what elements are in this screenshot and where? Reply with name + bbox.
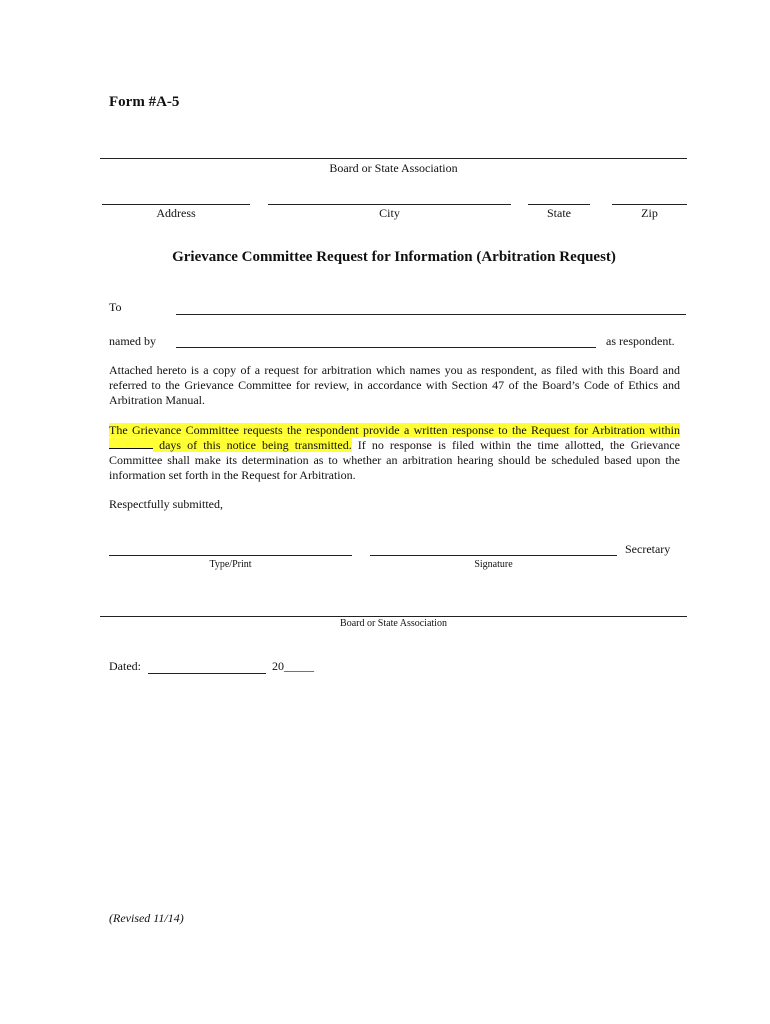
zip-line[interactable] — [612, 204, 687, 205]
days-blank-field[interactable] — [109, 438, 153, 449]
highlight-text-1: The Grievance Committee requests the respondent provide a written response to the Request for Arbitration within — [109, 423, 680, 437]
signature-field[interactable] — [370, 555, 617, 556]
dated-label: Dated: — [109, 659, 141, 673]
as-respondent-label: as respondent. — [606, 334, 675, 348]
signature-label: Signature — [474, 559, 513, 570]
board-label: Board or State Association — [329, 161, 458, 175]
city-line[interactable] — [268, 204, 511, 205]
state-label: State — [547, 206, 571, 220]
board-label-bottom: Board or State Association — [340, 618, 447, 629]
named-by-label: named by — [109, 334, 156, 348]
type-print-field[interactable] — [109, 555, 352, 556]
zip-label: Zip — [641, 206, 658, 220]
date-field[interactable] — [148, 673, 266, 674]
highlight-text-2: days of this notice being transmitted. — [159, 438, 352, 452]
to-label: To — [109, 300, 122, 314]
paragraph-request-rest: If no response is filed within the time allotted, the Grievance Committee shall make its determination as to whether an arbitration hearing should be scheduled based upon the information set forth in the Request for Arbitration. — [109, 438, 680, 482]
to-field[interactable] — [176, 314, 686, 315]
paragraph-attached: Attached hereto is a copy of a request for arbitration which names you as respondent, as filed with this Board and referred to the Grievance Committee for review, in accordance with Section 47 of the Board’s Code of Ethics and Arbitration Manual. — [109, 363, 680, 407]
address-label: Address — [156, 206, 196, 220]
revision-note: (Revised 11/14) — [109, 911, 184, 925]
named-by-field[interactable] — [176, 347, 596, 348]
type-print-label: Type/Print — [209, 559, 252, 570]
address-line[interactable] — [102, 204, 250, 205]
secretary-label: Secretary — [625, 542, 671, 556]
board-line-bottom[interactable] — [100, 616, 687, 617]
form-heading: Grievance Committee Request for Information (Arbitration Request) — [172, 249, 616, 265]
board-line[interactable] — [100, 158, 687, 159]
closing-text: Respectfully submitted, — [109, 497, 223, 511]
city-label: City — [379, 206, 400, 220]
year-field[interactable]: 20_____ — [272, 659, 314, 673]
paragraph-request — [109, 423, 680, 483]
state-line[interactable] — [528, 204, 590, 205]
form-number: Form #A-5 — [109, 94, 180, 110]
